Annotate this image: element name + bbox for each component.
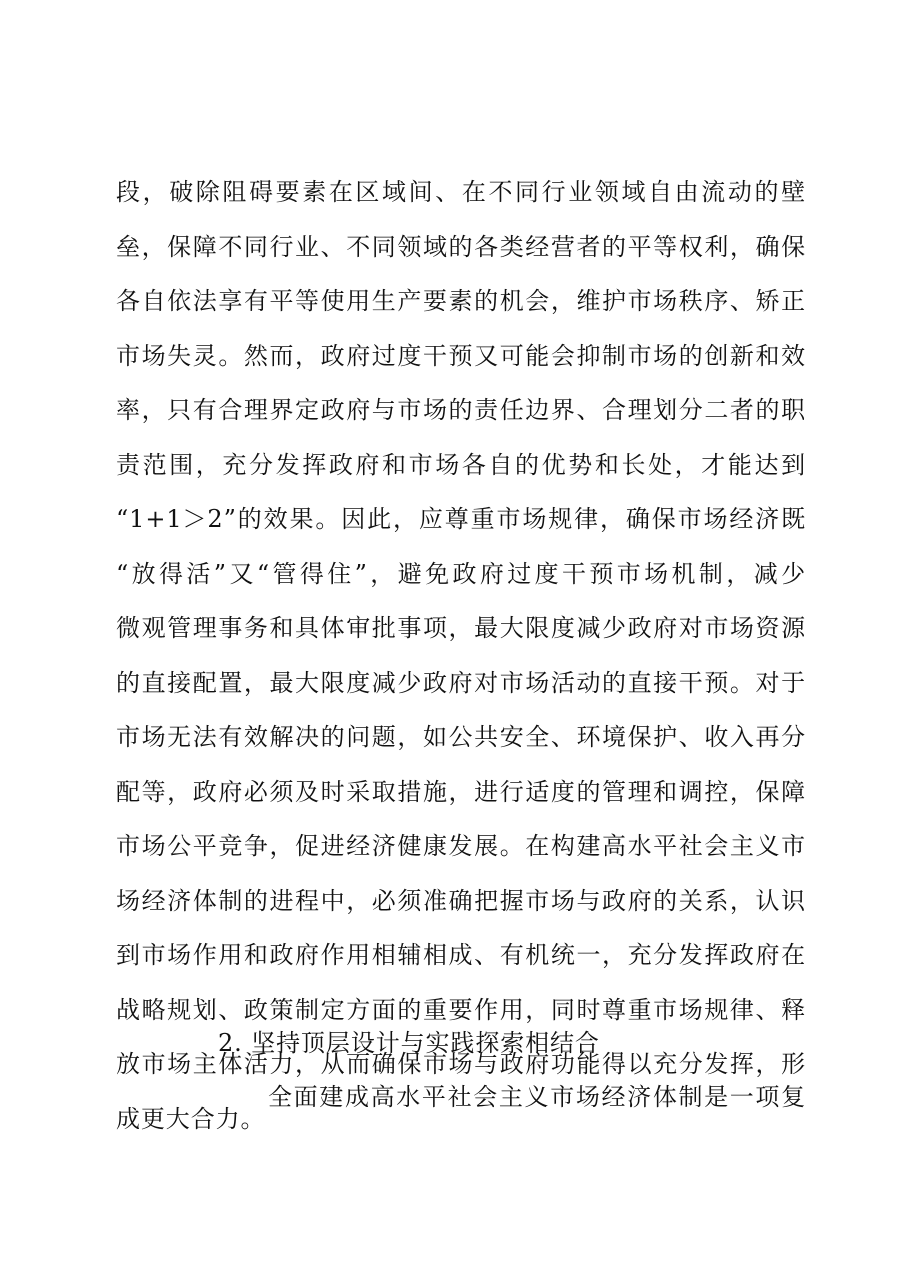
paragraph-line: 市场公平竞争，促进经济健康发展。在构建高水平社会主义市	[116, 832, 806, 860]
paragraph-line: 成更大合力。	[116, 1104, 266, 1133]
paragraph-line: 的直接配置，最大限度减少政府对市场活动的直接干预。对于	[116, 668, 806, 697]
paragraph-line: 配等，政府必须及时采取措施，进行适度的管理和调控，保障	[116, 777, 806, 806]
paragraph-line: 市场失灵。然而，政府过度干预又可能会抑制市场的创新和效	[116, 341, 806, 370]
paragraph-line: 场经济体制的进程中，必须准确把握市场与政府的关系，认识	[116, 886, 806, 915]
section-paragraph-first-line: 全面建成高水平社会主义市场经济体制是一项复	[268, 1083, 806, 1111]
paragraph-line: “1+1＞2”的效果。因此，应尊重市场规律，确保市场经济既	[116, 505, 806, 533]
paragraph-line: 战略规划、政策制定方面的重要作用，同时尊重市场规律、释	[116, 995, 806, 1024]
paragraph-line: 各自依法享有平等使用生产要素的机会，维护市场秩序、矫正	[116, 287, 806, 315]
paragraph-line: 微观管理事务和具体审批事项，最大限度减少政府对市场资源	[116, 614, 806, 642]
paragraph-line: 垒，保障不同行业、不同领域的各类经营者的平等权利，确保	[116, 232, 806, 261]
paragraph-line: 率，只有合理界定政府与市场的责任边界、合理划分二者的职	[116, 396, 806, 424]
paragraph-line: 段，破除阻碍要素在区域间、在不同行业领域自由流动的壁	[116, 178, 806, 206]
body-paragraph	[116, 165, 806, 1146]
paragraph-line: 市场无法有效解决的问题，如公共安全、环境保护、收入再分	[116, 723, 806, 751]
paragraph-line: 责范围，充分发挥政府和市场各自的优势和长处，才能达到	[116, 450, 806, 479]
section-heading: 2. 坚持顶层设计与实践探索相结合	[218, 1029, 600, 1057]
paragraph-line: 放市场主体活力，从而确保市场与政府功能得以充分发挥，形	[116, 1050, 806, 1078]
paragraph-line: 到市场作用和政府作用相辅相成、有机统一，充分发挥政府在	[116, 941, 806, 969]
paragraph-line: “放得活”又“管得住”，避免政府过度干预市场机制，减少	[116, 559, 806, 588]
